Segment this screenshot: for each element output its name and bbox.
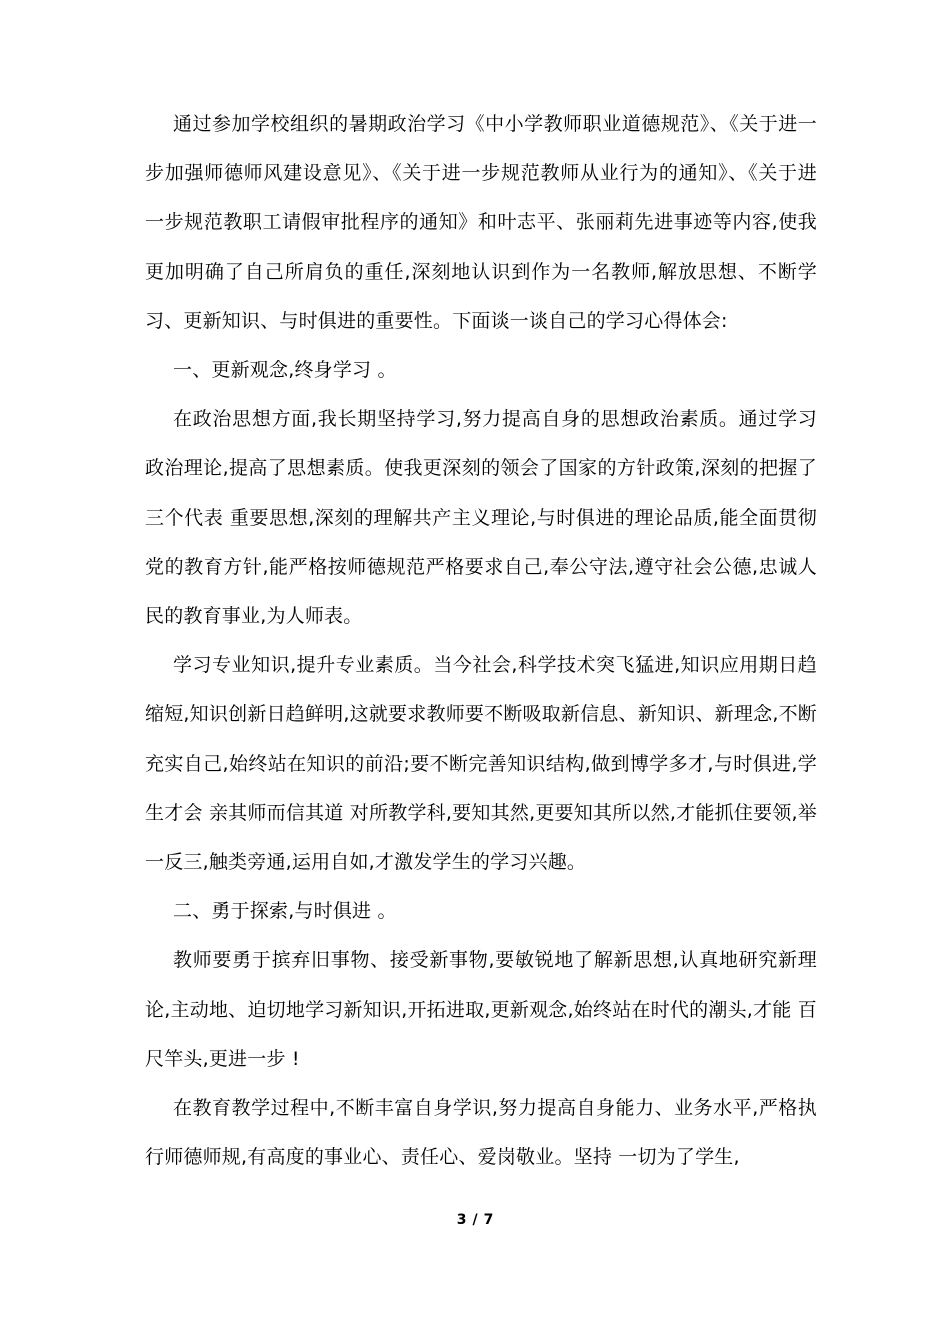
total-page-count: 7 <box>483 1212 494 1228</box>
page-number <box>0 1212 950 1228</box>
document-body <box>145 100 817 1182</box>
paragraph-teaching-process: 在教育教学过程中,不断丰富自身学识,努力提高自身能力、业务水平,严格执行师德师规,有高度的事业心、责任心、爱岗敬业。坚持 一切为了学生, <box>145 1097 817 1169</box>
page-separator: / <box>472 1212 478 1228</box>
paragraph-explore: 教师要勇于摈弃旧事物、接受新事物,要敏锐地了解新思想,认真地研究新理论,主动地、迫切地学习新知识,开拓进取,更新观念,始终站在时代的潮头,才能 百尺竿头,更进一步 ! <box>145 949 817 1070</box>
section-heading-1: 一、更新观念,终身学习 。 <box>173 359 397 382</box>
paragraph-political-thought: 在政治思想方面,我长期坚持学习,努力提高自身的思想政治素质。通过学习政治理论,提高了思想素质。使我更深刻的领会了国家的方针政策,深刻的把握了 三个代表 重要思想,深刻的理解共产主义理论,与时俱进的理论品质,能全面贯彻党的教育方针,能严格按师德规范严格要求自己,奉公守法,遵守社会公德,忠诚人民的教育事业,为人师表。 <box>145 408 817 628</box>
paragraph-professional-knowledge: 学习专业知识,提升专业素质。当今社会,科学技术突飞猛进,知识应用期日趋缩短,知识创新日趋鲜明,这就要求教师要不断吸取新信息、新知识、新理念,不断充实自己,始终站在知识的前沿;要不断完善知识结构,做到博学多才,与时俱进,学生才会 亲其师而信其道 对所教学科,要知其然,更要知其所以然,才能抓住要领,举一反三,触类旁通,运用自如,才激发学生的学习兴趣。 <box>145 654 817 874</box>
section-heading-2: 二、勇于探索,与时俱进 。 <box>173 900 397 923</box>
paragraph-intro: 通过参加学校组织的暑期政治学习《中小学教师职业道德规范》、《关于进一步加强师德师风建设意见》、《关于进一步规范教师从业行为的通知》、《关于进一步规范教职工请假审批程序的通知》和叶志平、张丽莉先进事迹等内容,使我更加明确了自己所肩负的重任,深刻地认识到作为一名教师,解放思想、不断学习、更新知识、与时俱进的重要性。下面谈一谈自己的学习心得体会: <box>145 113 817 332</box>
current-page-number: 3 <box>456 1212 467 1228</box>
